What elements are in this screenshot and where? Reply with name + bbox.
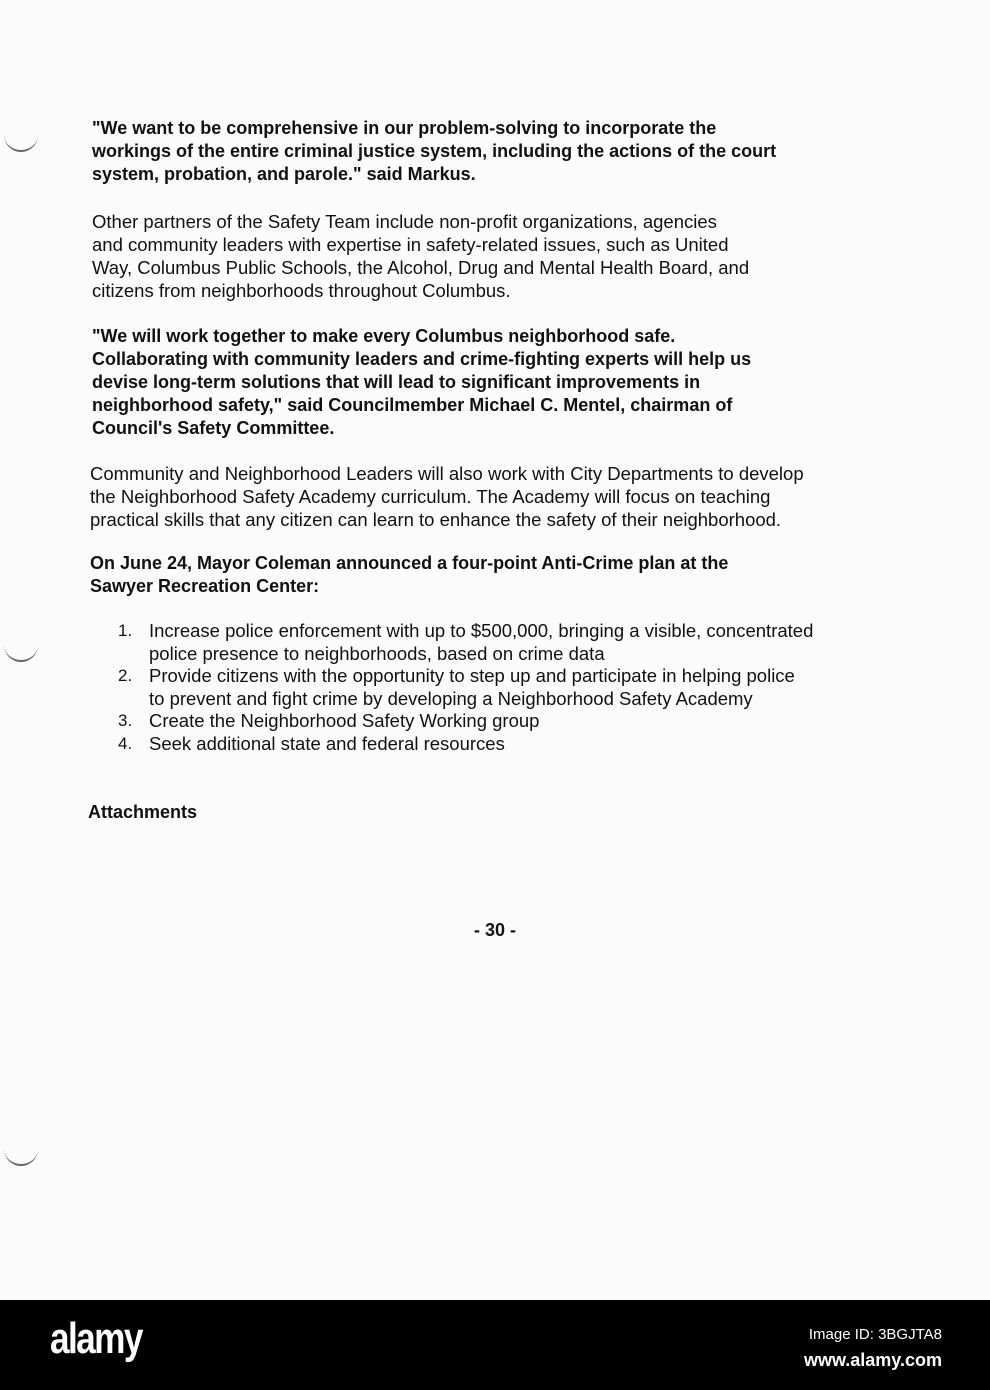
list-number: 2.	[118, 666, 133, 685]
text-line: and community leaders with expertise in safety-related issues, such as United	[92, 234, 729, 255]
attachments-heading: Attachments	[88, 802, 198, 822]
list-item	[118, 620, 813, 643]
alamy-logo: alamy	[50, 1314, 142, 1363]
punch-hole-mark	[4, 638, 38, 662]
list-item	[118, 643, 813, 666]
list-item-text: Create the Neighborhood Safety Working group	[149, 710, 540, 731]
text-line: Collaborating with community leaders and crime-fighting experts will help us	[92, 349, 752, 369]
quote-paragraph	[92, 325, 751, 440]
list-item	[118, 710, 813, 733]
list-item-text: to prevent and fight crime by developing a Neighborhood Safety Academy	[149, 687, 753, 709]
list-item-text: police presence to neighborhoods, based on crime data	[149, 642, 605, 664]
list-number	[118, 643, 149, 666]
list-number: 1.	[118, 621, 133, 640]
anti-crime-plan-list	[118, 620, 813, 755]
list-number: 4.	[118, 733, 133, 753]
list-item	[118, 665, 813, 688]
text-line: Sawyer Recreation Center:	[90, 576, 320, 596]
page-number: - 30 -	[473, 920, 516, 940]
text-line: "We will work together to make every Columbus neighborhood safe.	[92, 326, 676, 346]
text-line: the Neighborhood Safety Academy curriculum. The Academy will focus on teaching	[90, 486, 771, 507]
punch-hole-mark	[4, 128, 38, 152]
footer-url: www.alamy.com	[803, 1350, 942, 1370]
text-line: Council's Safety Committee.	[92, 418, 335, 438]
text-line: citizens from neighborhoods throughout Columbus.	[92, 280, 511, 301]
text-line: system, probation, and parole." said Markus.	[92, 164, 476, 184]
text-line: Way, Columbus Public Schools, the Alcohol, Drug and Mental Health Board, and	[92, 257, 750, 278]
quote-paragraph	[90, 552, 728, 598]
text-line: devise long-term solutions that will lead to significant improvements in	[92, 372, 701, 392]
text-line: Community and Neighborhood Leaders will also work with City Departments to develop	[90, 463, 804, 484]
list-number	[118, 688, 149, 711]
text-line: workings of the entire criminal justice system, including the actions of the court	[92, 141, 777, 161]
text-line: "We want to be comprehensive in our problem-solving to incorporate the	[92, 118, 717, 138]
image-id: Image ID: 3BGJTA8	[808, 1326, 942, 1343]
text-line: On June 24, Mayor Coleman announced a four-point Anti-Crime plan at the	[90, 553, 729, 573]
list-item	[118, 733, 813, 756]
text-line: Other partners of the Safety Team include non-profit organizations, agencies	[92, 211, 717, 232]
list-item-text: Increase police enforcement with up to $500,000, bringing a visible, concentrated	[149, 620, 814, 641]
list-item-text: Seek additional state and federal resources	[149, 732, 505, 754]
text-line: neighborhood safety," said Councilmember Michael C. Mentel, chairman of	[92, 395, 733, 415]
body-paragraph	[90, 462, 804, 531]
punch-hole-mark	[4, 1142, 38, 1166]
list-item	[118, 688, 813, 711]
body-paragraph	[92, 210, 749, 302]
list-item-text: Provide citizens with the opportunity to step up and participate in helping police	[149, 665, 795, 686]
list-number: 3.	[118, 711, 133, 730]
text-line: practical skills that any citizen can learn to enhance the safety of their neighborhood.	[90, 509, 782, 530]
watermark-footer	[0, 1300, 990, 1390]
quote-paragraph	[92, 117, 776, 186]
